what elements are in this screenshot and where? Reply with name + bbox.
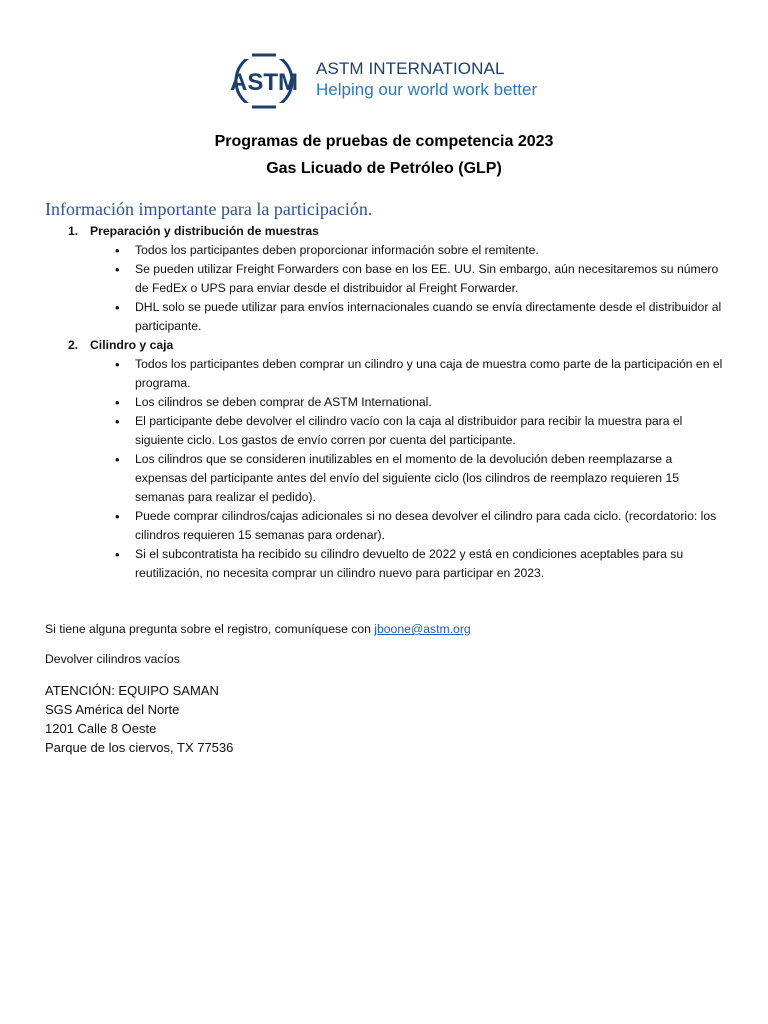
contact-text: Si tiene alguna pregunta sobre el registro, comuníquese con	[45, 622, 375, 636]
address-line: 1201 Calle 8 Oeste	[45, 721, 157, 736]
logo-text: ASTM	[230, 69, 298, 96]
section-heading: Información importante para la participación.	[45, 199, 373, 219]
org-tagline: Helping our world work better	[316, 80, 538, 99]
astm-logo-icon	[224, 46, 308, 116]
address-line: SGS América del Norte	[45, 702, 180, 717]
email-link[interactable]: jboone@astm.org	[374, 622, 471, 636]
numbered-item	[45, 336, 725, 355]
item-number: 1.	[68, 224, 79, 238]
bullet-item: • Todos los participantes deben comprar un cilindro y una caja de muestra como parte de la participación en el programa.	[45, 355, 725, 393]
bullet-item: • Los cilindros se deben comprar de ASTM International.	[45, 393, 725, 412]
org-name: ASTM INTERNATIONAL	[316, 59, 505, 78]
bullet-list	[45, 241, 725, 336]
document-subtitle: Gas Licuado de Petróleo (GLP)	[266, 160, 502, 177]
address-line: Parque de los ciervos, TX 77536	[45, 740, 234, 755]
contact-line	[45, 622, 471, 636]
bullet-item: • Todos los participantes deben proporcionar información sobre el remitente.	[45, 241, 725, 260]
item-number: 2.	[68, 338, 79, 352]
numbered-item	[45, 222, 725, 241]
item-title: Cilindro y caja	[90, 338, 174, 352]
bullet-item: • El participante debe devolver el cilindro vacío con la caja al distribuidor para recibir la muestra para el siguiente ciclo. Los gastos de envío corren por cuenta del participante.	[45, 412, 725, 450]
bullet-item: • Si el subcontratista ha recibido su cilindro devuelto de 2022 y está en condiciones aceptables para su reutilización, no necesita comprar un cilindro nuevo para participar en 2023.	[45, 545, 725, 583]
bullet-item: • Los cilindros que se consideren inutilizables en el momento de la devolución deben reemplazarse a expensas del participante antes del envío del siguiente ciclo (los cilindros de reemplazo requieren 15 semanas para realizar el pedido).	[45, 450, 725, 507]
address-line: ATENCIÓN: EQUIPO SAMAN	[45, 683, 219, 698]
shipping-address	[45, 681, 233, 757]
document-title: Programas de pruebas de competencia 2023	[214, 133, 554, 150]
bullet-item: • Se pueden utilizar Freight Forwarders con base en los EE. UU. Sin embargo, aún necesitaremos su número de FedEx o UPS para enviar desde el distribuidor al Freight Forwarder.	[45, 260, 725, 298]
return-label: Devolver cilindros vacíos	[45, 652, 180, 666]
bullet-item: • DHL solo se puede utilizar para envíos internacionales cuando se envía directamente desde el distribuidor al participante.	[45, 298, 725, 336]
page-header	[224, 46, 564, 116]
item-title: Preparación y distribución de muestras	[90, 224, 319, 238]
instructions-list	[45, 222, 725, 583]
bullet-list	[45, 355, 725, 583]
bullet-item: • Puede comprar cilindros/cajas adicionales si no desea devolver el cilindro para cada ciclo. (recordatorio: los cilindros requieren 15 semanas para ordenar).	[45, 507, 725, 545]
